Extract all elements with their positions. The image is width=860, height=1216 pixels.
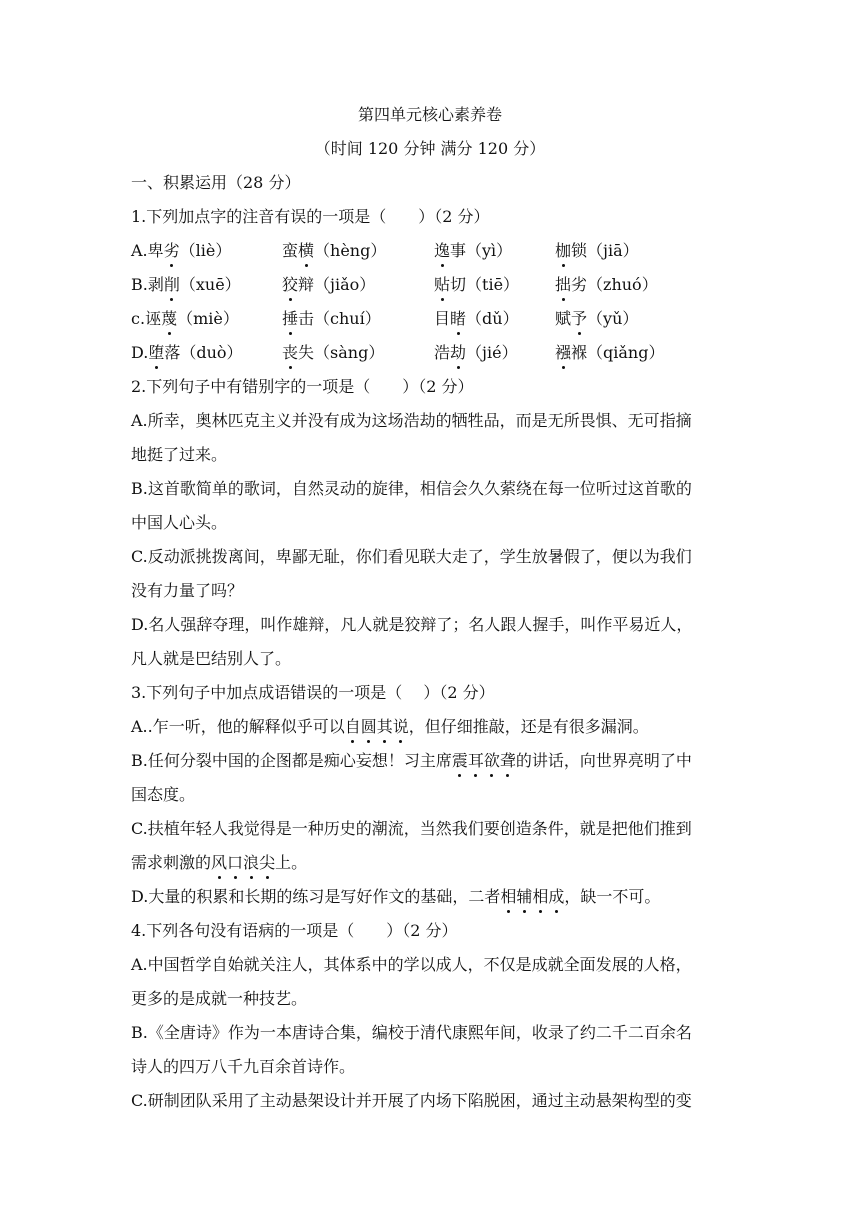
exam-subtitle: （时间 120 分钟 满分 120 分） <box>314 139 546 158</box>
dotted-idiom: 震耳欲聋 <box>451 751 516 770</box>
option-item: 襁褓（qiǎng） <box>555 343 665 362</box>
option-item: B.剥削（xuē） <box>131 275 241 294</box>
exam-title: 第四单元核心素养卷 <box>357 105 502 124</box>
question-1-options-row <box>131 309 751 329</box>
option-item: 狡辩（jiǎo） <box>282 275 376 294</box>
option-text: B.《全唐诗》作为一本唐诗合集，编校于清代康熙年间，收录了约二千二百余名 <box>131 1023 692 1042</box>
option-text: 国态度。 <box>131 785 196 804</box>
option-item: A.卑劣（liè） <box>131 241 232 260</box>
option-item: c.诬蔑（miè） <box>131 309 239 328</box>
option-item: 枷锁（jiā） <box>555 241 639 260</box>
option-text: A..乍一听，他的解释似乎可以自圆其说，但仔细推敲，还是有很多漏洞。 <box>131 717 649 736</box>
option-item: 赋予（yǔ） <box>555 309 639 328</box>
option-item: 蛮横（hèng） <box>282 241 387 260</box>
option-text: A.中国哲学自始就关注人，其体系中的学以成人，不仅是成就全面发展的人格， <box>131 955 692 974</box>
question-1-stem: 1.下列加点字的注音有误的一项是（ ）（2 分） <box>131 207 490 226</box>
option-item: 贴切（tiē） <box>434 275 520 294</box>
section-heading: 一、积累运用（28 分） <box>131 173 301 192</box>
option-item: 浩劫（jié） <box>434 343 518 362</box>
dotted-idiom: 相辅相成 <box>500 887 565 906</box>
option-text: D.名人强辞夺理，叫作雄辩，凡人就是狡辩了；名人跟人握手，叫作平易近人， <box>131 615 693 634</box>
question-1-options-row <box>131 241 751 261</box>
option-text: D.大量的积累和长期的练习是写好作文的基础，二者相辅相成，缺一不可。 <box>131 887 661 906</box>
option-text: 凡人就是巴结别人了。 <box>131 649 292 668</box>
option-text: C.扶植年轻人我觉得是一种历史的潮流，当然我们要创造条件，就是把他们推到 <box>131 819 692 838</box>
question-2-stem: 2.下列句子中有错别字的一项是（ ）（2 分） <box>131 377 474 396</box>
option-text: B.这首歌简单的歌词，自然灵动的旋律，相信会久久萦绕在每一位听过这首歌的 <box>131 479 692 498</box>
question-1-options-row <box>131 343 751 363</box>
option-text: 没有力量了吗？ <box>131 581 244 600</box>
dotted-idiom: 风口浪尖 <box>211 853 276 872</box>
option-text: 地挺了过来。 <box>131 445 228 464</box>
option-item: D.堕落（duò） <box>131 343 243 362</box>
question-1-options-row <box>131 275 751 295</box>
option-text: B.任何分裂中国的企图都是痴心妄想！习主席震耳欲聋的讲话，向世界亮明了中 <box>131 751 692 770</box>
option-text: C.研制团队采用了主动悬架设计并开展了内场下陷脱困，通过主动悬架构型的变 <box>131 1091 692 1110</box>
question-4-stem: 4.下列各句没有语病的一项是（ ）（2 分） <box>131 921 458 940</box>
option-text: 需求刺激的风口浪尖上。 <box>131 853 308 872</box>
option-item: 捶击（chuí） <box>282 309 381 328</box>
option-text: 诗人的四万八千九百余首诗作。 <box>131 1057 356 1076</box>
option-item: 逸事（yì） <box>434 241 513 260</box>
option-text: 更多的是成就一种技艺。 <box>131 989 308 1008</box>
option-text: C.反动派挑拨离间，卑鄙无耻，你们看见联大走了，学生放暑假了，便以为我们 <box>131 547 692 566</box>
question-3-stem: 3.下列句子中加点成语错误的一项是（ ）（2 分） <box>131 683 495 702</box>
option-item: 拙劣（zhuó） <box>555 275 658 294</box>
option-text: A.所幸，奥林匹克主义并没有成为这场浩劫的牺牲品，而是无所畏惧、无可指摘 <box>131 411 692 430</box>
dotted-idiom: 自圆其说 <box>344 717 409 736</box>
option-item: 目睹（dǔ） <box>434 309 519 328</box>
option-text: 中国人心头。 <box>131 513 228 532</box>
option-item: 丧失（sàng） <box>282 343 385 362</box>
